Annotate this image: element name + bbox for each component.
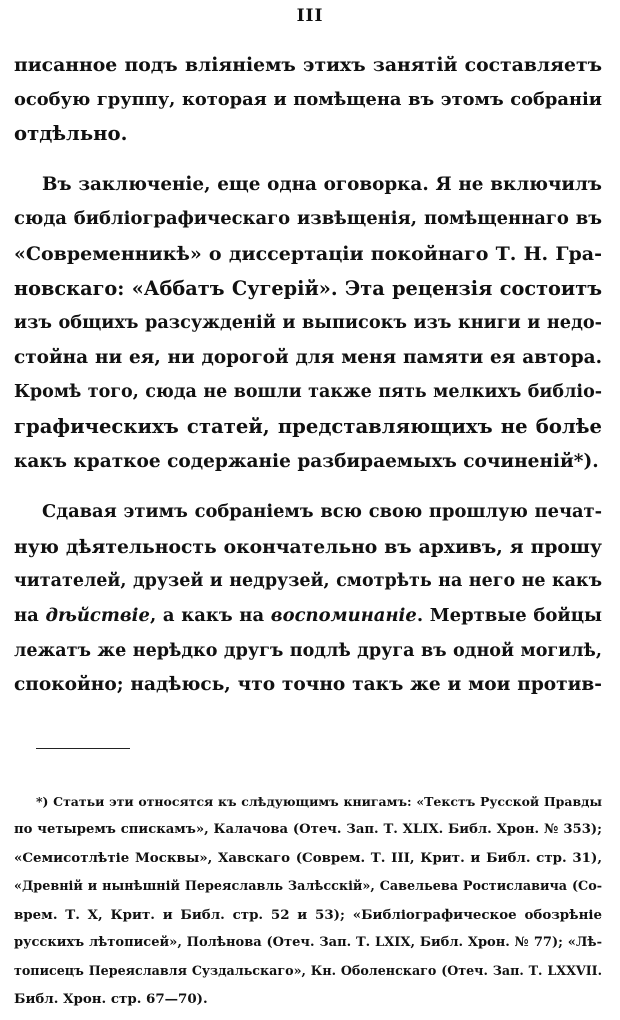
footnote-line: «Древній и нынѣшній Переяславль Залѣсскій», Савельева Ростиславича (Со-: [14, 878, 602, 894]
text-run: . Мертвые бойцы: [416, 604, 602, 626]
footnote-line: русскихъ лѣтописей», Полѣнова (Отеч. Зап. Т. LXIX, Библ. Хрон. № 77); «Лѣ-: [14, 934, 602, 950]
text-line: изъ общихъ разсужденій и выписокъ изъ книги и недо-: [14, 312, 602, 334]
paragraph-2: [14, 168, 602, 479]
italic-word-vospominanie: воспоминаніе: [270, 604, 417, 626]
main-text: [14, 48, 602, 703]
text-line: лежатъ же нерѣдко другъ подлѣ друга въ одной могилѣ,: [14, 640, 602, 661]
paragraph-3: [14, 495, 602, 703]
text-line: писанное подъ вліяніемъ этихъ занятій составляетъ: [14, 54, 602, 76]
text-line: спокойно; надѣюсь, что точно такъ же и мои против-: [14, 674, 602, 696]
text-line: какъ краткое содержаніе разбираемыхъ сочиненій*).: [14, 450, 599, 472]
text-line: Сдавая этимъ собраніемъ всю свою прошлую печат-: [42, 501, 602, 523]
text-line: Кромѣ того, сюда не вошли также пять мелкихъ библіо-: [14, 382, 602, 403]
text-line: отдѣльно.: [14, 122, 128, 146]
text-line: читателей, друзей и недрузей, смотрѣть на него не какъ: [14, 571, 602, 592]
text-line: стойна ни ея, ни дорогой для меня памяти ея автора.: [14, 346, 602, 368]
text-line: «Современникѣ» о диссертаціи покойнаго Т. Н. Гра-: [14, 242, 602, 265]
page-number: III: [296, 6, 324, 26]
footnote-line: по четыремъ спискамъ», Калачова (Отеч. Зап. Т. XLIX. Библ. Хрон. № 353);: [14, 822, 602, 838]
text-line: особую группу, которая и помѣщена въ этомъ собраніи: [14, 88, 602, 110]
paragraph-1: [14, 48, 602, 152]
text-run: на: [14, 604, 46, 626]
footnote-line: врем. Т. X, Крит. и Библ. стр. 52 и 53); «Библіографическое обозрѣніе: [14, 906, 602, 923]
text-line: новскаго: «Аббатъ Сугерій». Эта рецензія состоитъ: [14, 276, 602, 300]
text-line: ную дѣятельность окончательно въ архивъ, я прошу: [14, 535, 602, 558]
footnote-line: тописецъ Переяславля Суздальскаго», Кн. Оболенскаго (Отеч. Зап. Т. LXXVII.: [14, 963, 602, 979]
footnote: [14, 788, 602, 1014]
footnote-line: «Семисотлѣтіе Москвы», Хавскаго (Соврем. Т. III, Крит. и Библ. стр. 31),: [14, 850, 602, 867]
footnote-line: *) Статьи эти относятся къ слѣдующимъ книгамъ: «Текстъ Русской Правды: [36, 794, 602, 809]
text-line: Въ заключеніе, еще одна оговорка. Я не включилъ: [42, 173, 602, 195]
text-run: , а какъ на: [149, 604, 271, 626]
footnote-line: Библ. Хрон. стр. 67—70).: [14, 991, 208, 1008]
text-line-mixed: [14, 599, 602, 634]
text-line: сюда библіографическаго извѣщенія, помѣщеннаго въ: [14, 208, 602, 230]
footnote-divider: [36, 748, 130, 749]
italic-word-deistvie: дѣйствіе: [45, 604, 150, 626]
text-line: графическихъ статей, представляющихъ не болѣе: [14, 414, 602, 438]
